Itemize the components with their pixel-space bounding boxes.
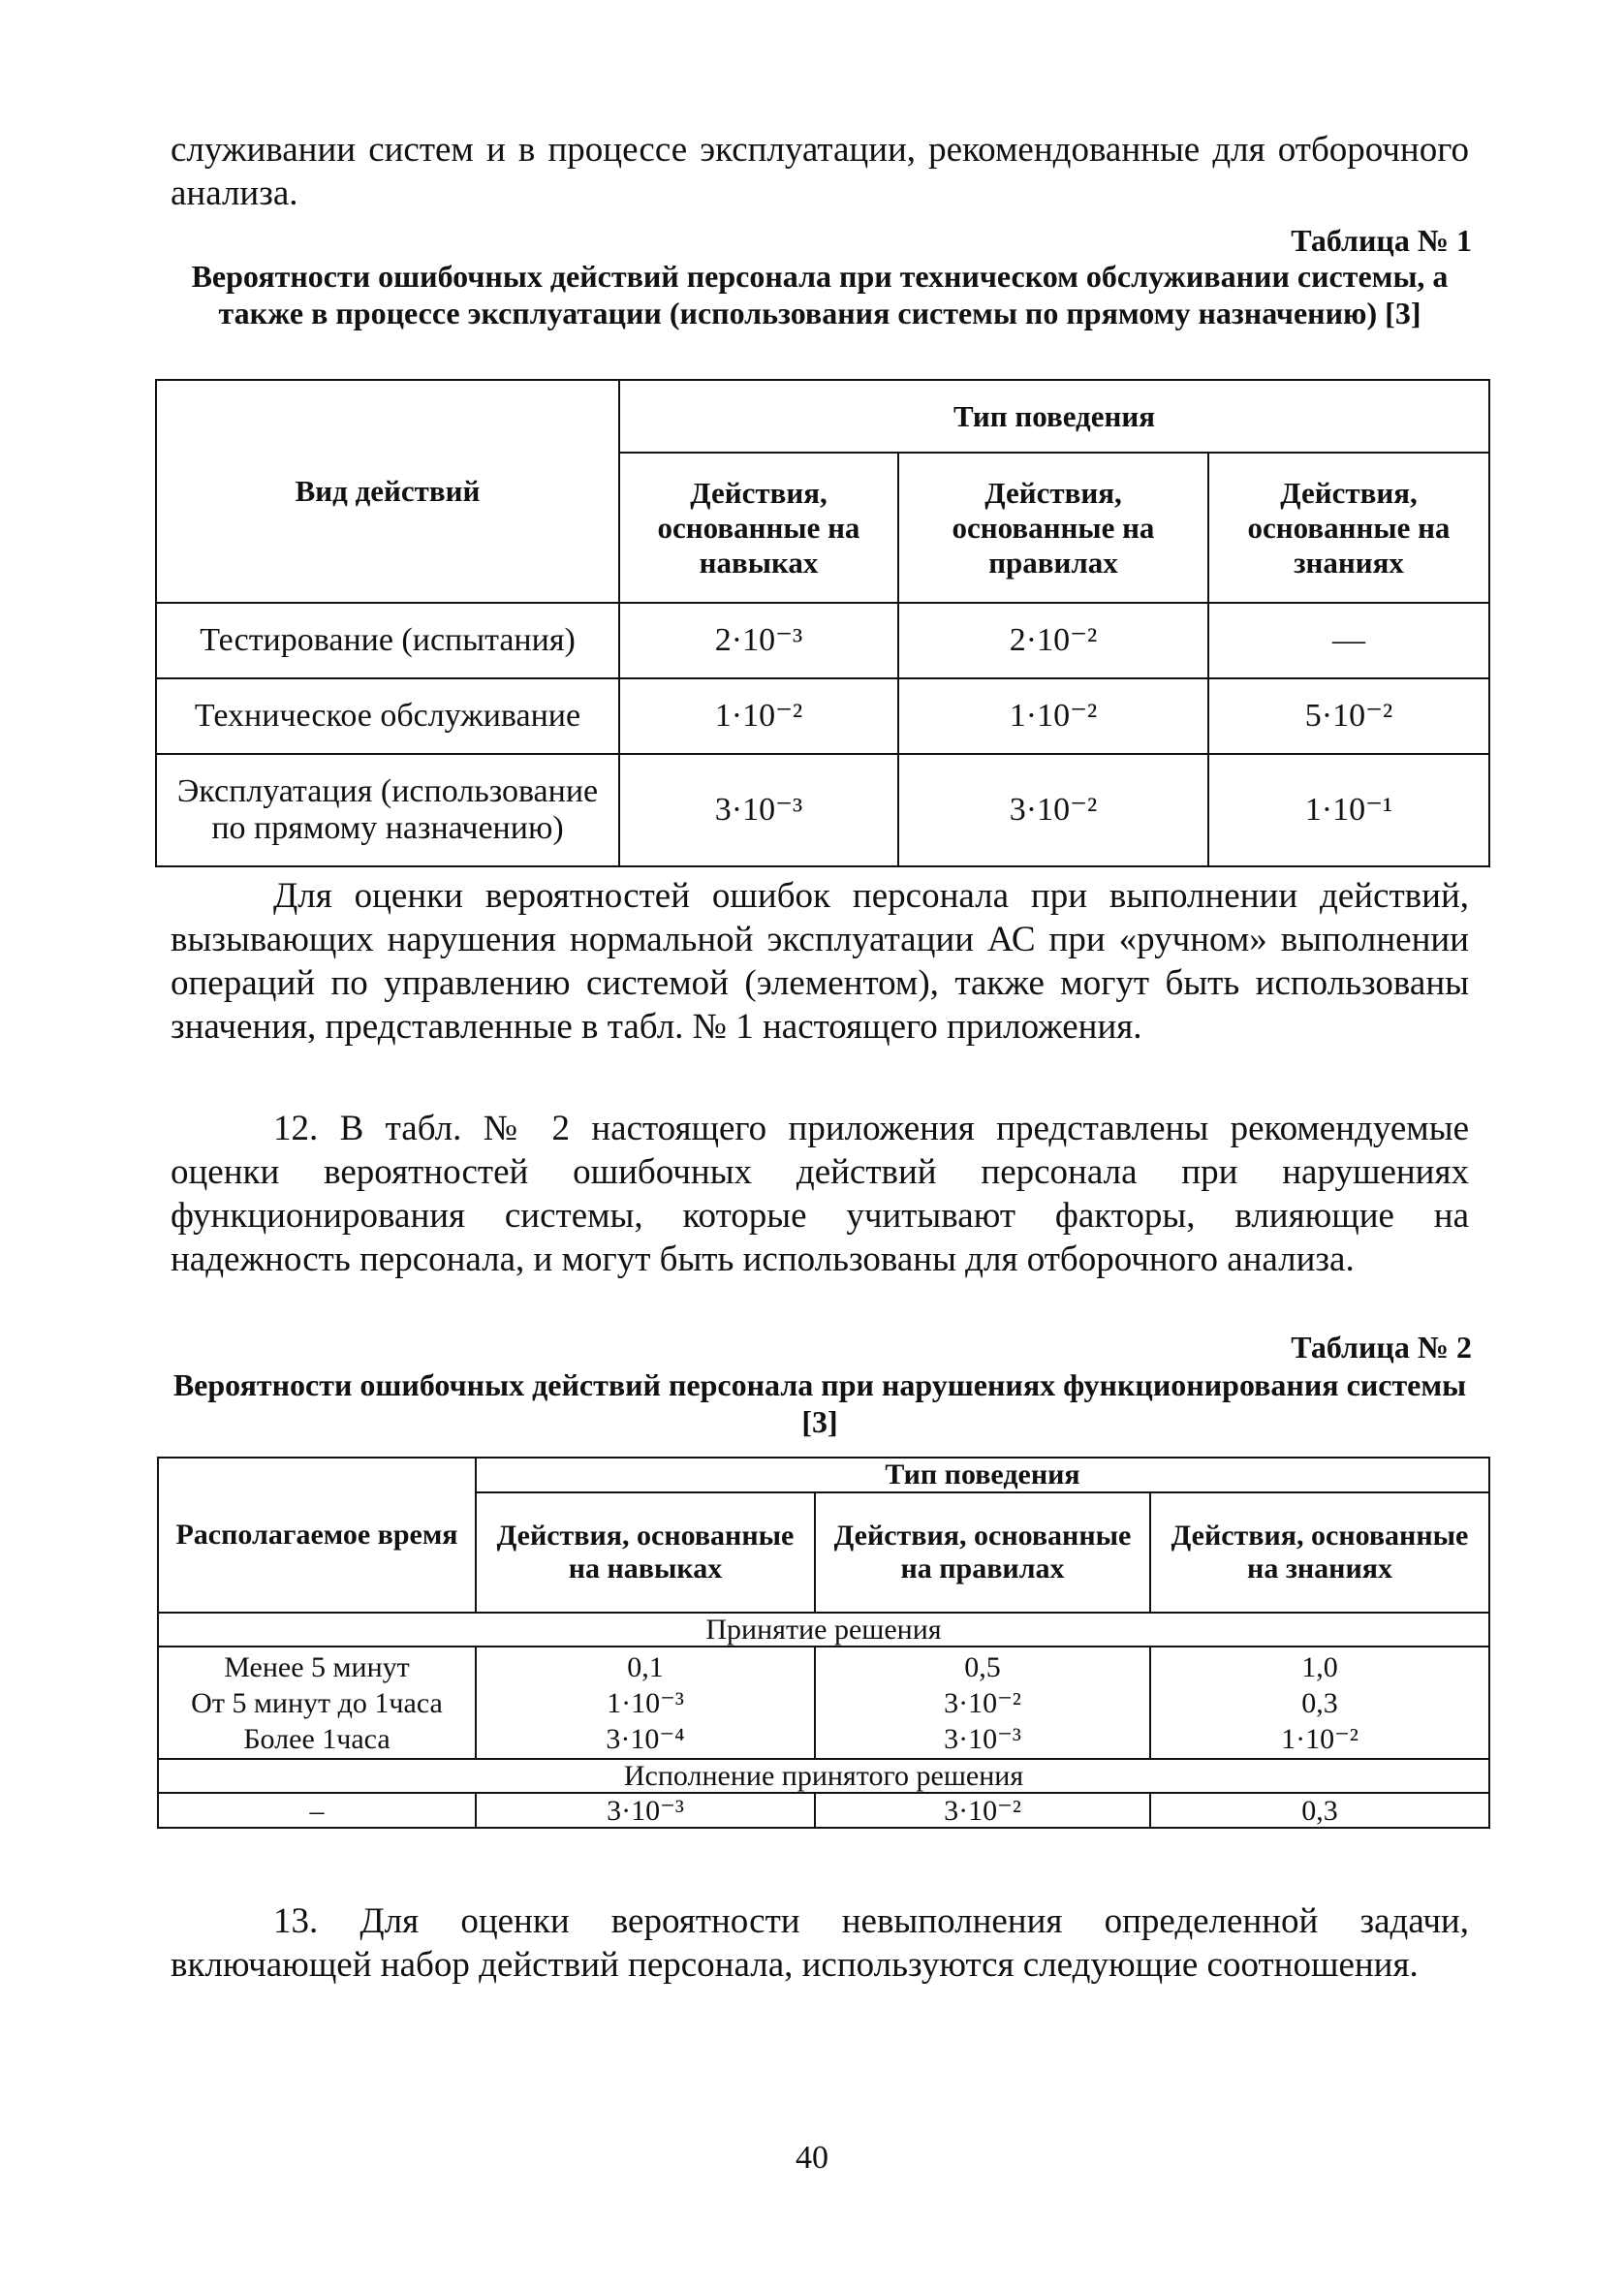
- table1-cell-rules: 3·10⁻²: [898, 754, 1208, 866]
- time-value: Менее 5 минут: [224, 1650, 410, 1683]
- table1-cell-rules: 1·10⁻²: [898, 678, 1208, 754]
- table2-section-execution: Исполнение принятого решения: [158, 1759, 1489, 1793]
- table-row: [158, 1793, 1489, 1828]
- table2-title: Вероятности ошибочных действий персонала при нарушениях функционирования системы [3]: [172, 1367, 1467, 1439]
- table2-cell-skills: 3·10⁻³: [476, 1793, 815, 1828]
- knowledge-value: 0,3: [1301, 1686, 1338, 1719]
- table1-cell-skills: 3·10⁻³: [619, 754, 898, 866]
- table1-header-knowledge: Действия, основанные на знаниях: [1208, 453, 1489, 603]
- table1-cell-action: Эксплуатация (использование по прямому назначению): [156, 754, 619, 866]
- skills-value: 0,1: [627, 1650, 664, 1683]
- table1-cell-knowledge: —: [1208, 603, 1489, 678]
- table1-title: Вероятности ошибочных действий персонала при техническом обслуживании системы, а также в процессе эксплуатации (использования системы по прямому назначению) [3]: [191, 259, 1449, 330]
- table1-cell-knowledge: 5·10⁻²: [1208, 678, 1489, 754]
- table1-cell-action: Техническое обслуживание: [156, 678, 619, 754]
- table2-header-time: Располагаемое время: [158, 1458, 476, 1613]
- table2-cell-knowledge: 0,3: [1150, 1793, 1489, 1828]
- paragraph-after-table1: Для оценки вероятностей ошибок персонала при выполнении действий, вызывающих нарушения нормальной эксплуатации АС при «ручном» выполнении операций по управлению системой (элементом), также могут быть использованы значения, представленные в табл. № 1 настоящего приложения.: [171, 876, 1469, 1047]
- table1-header-group: Тип поведения: [619, 380, 1489, 453]
- paragraph-12: 12. В табл. № 2 настоящего приложения представлены рекомендуемые оценки вероятностей ошибочных действий персонала при нарушениях функционирования системы, которые учитывают факторы, влияющие на надежность персонала, и могут быть использованы для отборочного анализа.: [171, 1109, 1469, 1279]
- table-row: [156, 678, 1489, 754]
- skills-value: 3·10⁻⁴: [606, 1722, 685, 1755]
- table2-header-group: Тип поведения: [476, 1458, 1489, 1492]
- table2: [157, 1457, 1490, 1829]
- rules-value: 0,5: [964, 1650, 1001, 1683]
- table1-cell-skills: 2·10⁻³: [619, 603, 898, 678]
- table-row: [158, 1647, 1489, 1759]
- table2-cell-knowledge: [1150, 1647, 1489, 1759]
- paragraph-13: 13. Для оценки вероятности невыполнения определенной задачи, включающей набор действий персонала, используются следующие соотношения.: [171, 1901, 1469, 1985]
- table2-cell-skills: [476, 1647, 815, 1759]
- table2-cell-rules: [815, 1647, 1150, 1759]
- table1-header-action: Вид действий: [156, 380, 619, 603]
- table2-cell-time: [158, 1647, 476, 1759]
- table1-cell-rules: 2·10⁻²: [898, 603, 1208, 678]
- paragraph-intro: служивании систем и в процессе эксплуатации, рекомендованные для отборочного анализа.: [171, 130, 1469, 213]
- table2-header-knowledge: Действия, основанные на знаниях: [1150, 1492, 1489, 1613]
- table2-header-rules: Действия, основанные на правилах: [815, 1492, 1150, 1613]
- skills-value: 1·10⁻³: [607, 1686, 684, 1719]
- table1-header-rules: Действия, основанные на правилах: [898, 453, 1208, 603]
- rules-value: 3·10⁻³: [944, 1722, 1021, 1755]
- table1-cell-action: Тестирование (испытания): [156, 603, 619, 678]
- table2-header-skills: Действия, основанные на навыках: [476, 1492, 815, 1613]
- table-row: [156, 603, 1489, 678]
- table1-header-skills: Действия, основанные на навыках: [619, 453, 898, 603]
- table-row: [156, 754, 1489, 866]
- table2-section-decision: Принятие решения: [158, 1613, 1489, 1647]
- knowledge-value: 1,0: [1301, 1650, 1338, 1683]
- table1-cell-knowledge: 1·10⁻¹: [1208, 754, 1489, 866]
- table2-number: Таблица № 2: [1291, 1330, 1472, 1365]
- table2-cell-time: –: [158, 1793, 476, 1828]
- time-value: Более 1часа: [243, 1722, 390, 1755]
- page-number: 40: [796, 2140, 828, 2176]
- table1-cell-skills: 1·10⁻²: [619, 678, 898, 754]
- table2-cell-rules: 3·10⁻²: [815, 1793, 1150, 1828]
- table1-number: Таблица № 1: [1291, 223, 1472, 258]
- table1: [155, 379, 1490, 867]
- rules-value: 3·10⁻²: [944, 1686, 1021, 1719]
- knowledge-value: 1·10⁻²: [1281, 1722, 1359, 1755]
- time-value: От 5 минут до 1часа: [191, 1686, 443, 1719]
